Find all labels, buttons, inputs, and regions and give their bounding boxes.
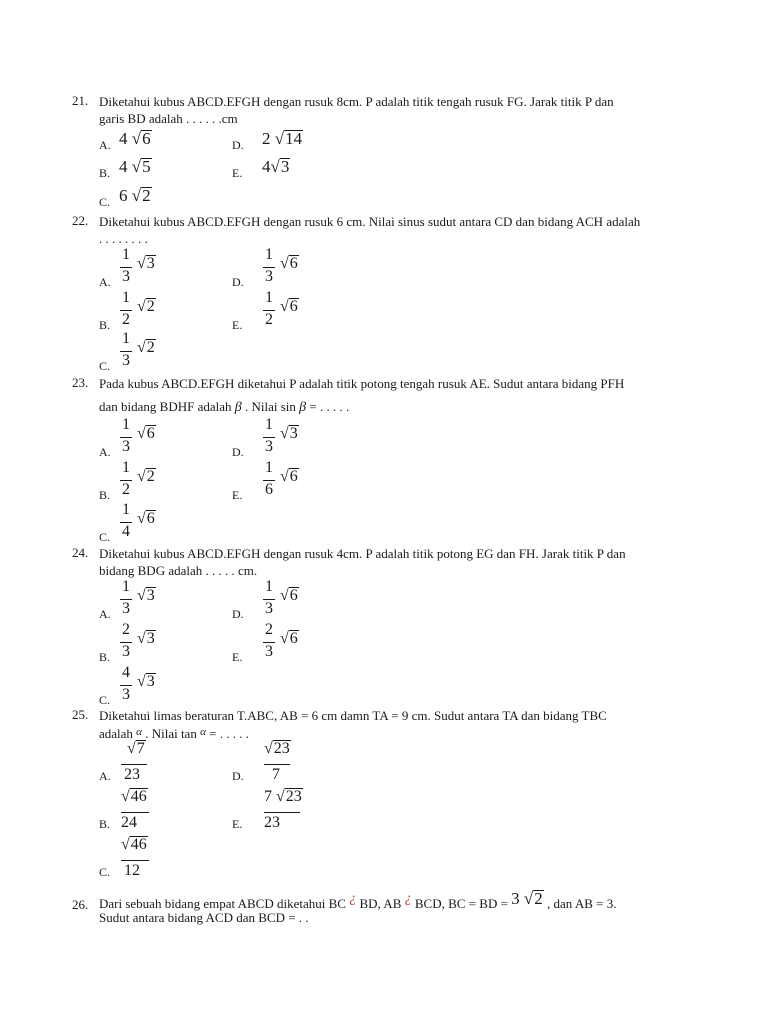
question-text: Diketahui limas beraturan T.ABC, AB = 6 cm damn TA = 9 cm. Sudut antara TA dan bidang TBC adalah $^\alpha$ . Nilai tan $^\alpha$ = . . . . . [99, 708, 607, 741]
option-a[interactable]: A. 1 3 √3 [99, 246, 155, 289]
question-25 [72, 707, 692, 882]
option-e[interactable]: E. 2 3 √6 [232, 621, 298, 664]
option-b[interactable]: B. 2 3 √3 [99, 621, 155, 664]
option-d[interactable]: D. √23 7 [232, 740, 290, 783]
alpha-symbol: α [136, 726, 142, 738]
question-number: 24. [72, 545, 89, 560]
question-number: 23. [72, 375, 89, 390]
question-text: Dari sebuah bidang empat ABCD diketahui BC ¿ BD, AB ¿ BCD, BC = BD = 3 √2 , dan AB = 3. Sudut antara bidang ACD dan BCD = . . [99, 889, 617, 925]
beta-symbol: β [234, 400, 242, 415]
perpendicular-mark: ¿ [404, 891, 412, 906]
beta-symbol: β [299, 400, 307, 415]
option-e[interactable]: E. 4√3 [232, 157, 290, 180]
question-number: 26. [72, 897, 89, 912]
option-e[interactable]: E. 1 6 √6 [232, 459, 298, 502]
option-a[interactable]: A. 1 3 √6 [99, 416, 155, 459]
option-d[interactable]: D. 1 3 √6 [232, 246, 298, 289]
option-d[interactable]: D. 2 √14 [232, 129, 303, 152]
option-a[interactable]: A. √7 23 [99, 740, 239, 784]
question-21 [72, 93, 692, 211]
option-b[interactable]: B. √46 24 [99, 788, 239, 832]
option-b[interactable]: B. 1 2 √2 [99, 459, 155, 502]
option-c[interactable]: C. 1 4 √6 [99, 501, 155, 544]
perpendicular-mark: ¿ [349, 891, 357, 906]
option-c[interactable]: C. √46 12 [99, 836, 239, 880]
question-26 [72, 890, 692, 930]
option-c[interactable]: C. 4 3 √3 [99, 664, 155, 707]
question-number: 25. [72, 707, 89, 722]
option-c[interactable]: C. 1 3 √2 [99, 330, 155, 373]
option-b[interactable]: B. 1 2 √2 [99, 289, 155, 332]
option-a[interactable]: A. 1 3 √3 [99, 578, 155, 621]
option-d[interactable]: D. 1 3 √3 [232, 416, 298, 459]
option-d[interactable]: D. 1 3 √6 [232, 578, 298, 621]
question-text: Diketahui kubus ABCD.EFGH dengan rusuk 4cm. P adalah titik potong EG dan FH. Jarak titik P dan bidang BDG adalah . . . . . cm. [99, 546, 626, 578]
question-24 [72, 545, 692, 705]
question-text: Diketahui kubus ABCD.EFGH dengan rusuk 6 cm. Nilai sinus sudut antara CD dan bidang ACH adalah . . . . . . . . [99, 214, 641, 246]
option-c[interactable]: C. 6 √2 [99, 186, 151, 209]
question-number: 21. [72, 93, 89, 108]
question-text: Pada kubus ABCD.EFGH diketahui P adalah titik potong tengah rusuk AE. Sudut antara bidang PFH dan bidang BDHF adalah β . Nilai sin β = . . . . . [99, 376, 625, 415]
option-a[interactable]: A. 4 √6 [99, 129, 151, 152]
option-e[interactable]: E. 1 2 √6 [232, 289, 298, 332]
option-e[interactable]: E. 7 √23 23 [232, 788, 302, 831]
question-text: Diketahui kubus ABCD.EFGH dengan rusuk 8cm. P adalah titik tengah rusuk FG. Jarak titik P dan garis BD adalah . . . . . .cm [99, 94, 614, 126]
option-b[interactable]: B. 4 √5 [99, 157, 151, 180]
question-23 [72, 375, 692, 543]
alpha-symbol: α [200, 726, 206, 738]
question-22 [72, 213, 692, 373]
question-number: 22. [72, 213, 89, 228]
